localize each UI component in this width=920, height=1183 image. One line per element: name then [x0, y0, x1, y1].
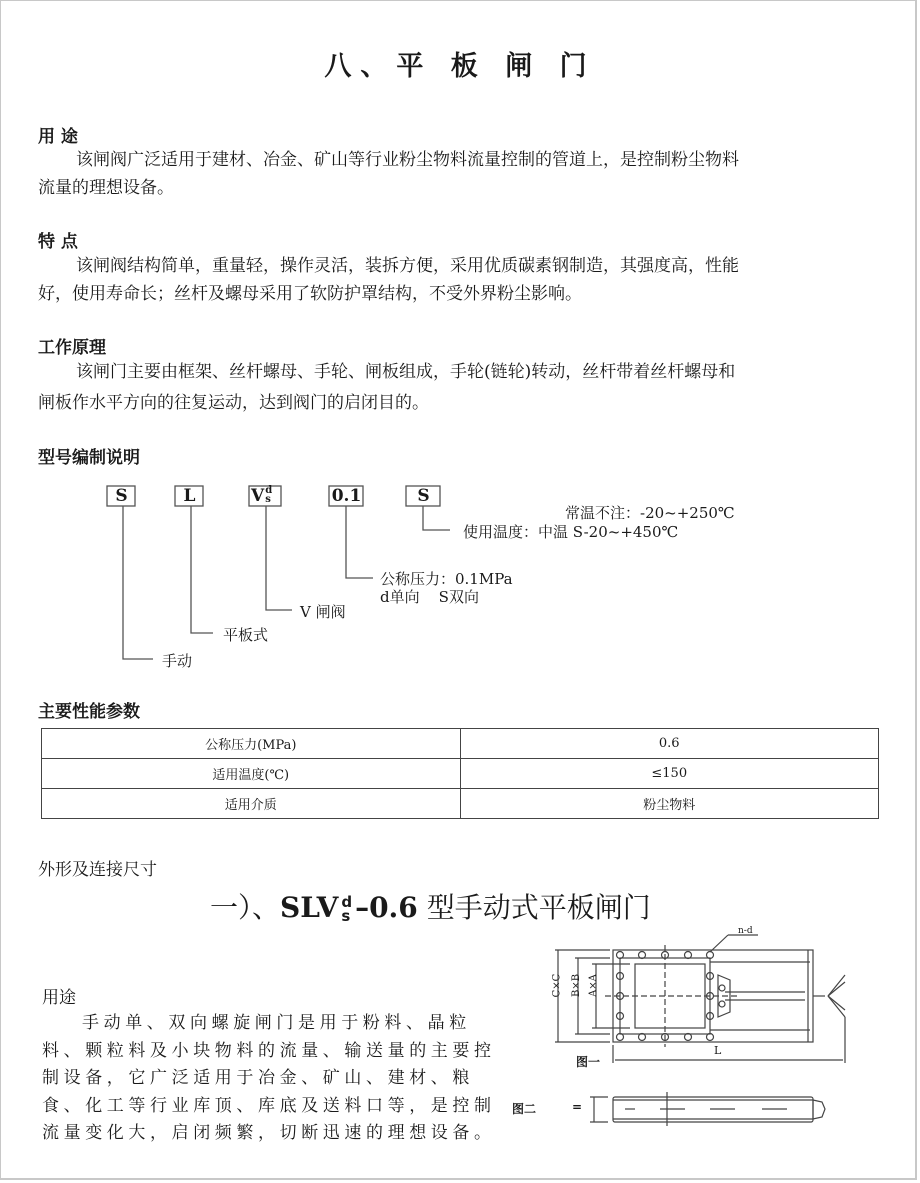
- code-box-5-text: S: [417, 486, 430, 506]
- model-sup: d: [341, 893, 353, 911]
- dimensions-heading: 外形及连接尺寸: [38, 860, 157, 880]
- param-name: 适用温度(℃): [42, 759, 461, 789]
- principle-text-line1: 该闸门主要由框架、丝杆螺母、手轮、闸板组成，手轮(链轮)转动，丝杆带着丝杆螺母和: [76, 362, 736, 382]
- params-heading: 主要性能参数: [38, 702, 140, 722]
- usage2-text: [42, 1010, 500, 1148]
- model-suffix: –0.6: [355, 891, 418, 924]
- leader-valve: [266, 506, 292, 610]
- leader-flat: [191, 506, 213, 633]
- page-title: 八、平 板 闸 门: [324, 51, 596, 82]
- code-box-3-sup: d: [265, 485, 273, 496]
- param-name: 公称压力(MPa): [42, 729, 461, 759]
- table-row: [42, 729, 879, 759]
- param-name: 适用介质: [42, 789, 461, 819]
- model-sub: s: [341, 907, 351, 925]
- dim-l: L: [714, 1044, 722, 1057]
- code-box-3-letter: V: [251, 486, 265, 506]
- dim-nd: n-d: [738, 926, 753, 936]
- temp-medium: 使用温度：中温 S-20~+450℃: [463, 523, 679, 541]
- param-value: 0.6: [460, 729, 879, 759]
- code-box-2-text: L: [183, 486, 196, 506]
- usage-text-line1: 该闸阀广泛适用于建材、冶金、矿山等行业粉尘物料流量控制的管道上，是控制粉尘物料: [76, 150, 739, 170]
- principle-text-line2: 闸板作水平方向的往复运动，达到阀门的启闭目的。: [38, 393, 429, 413]
- code-box-3-text: [251, 486, 272, 506]
- figure-1-label: 图一: [576, 1055, 601, 1069]
- usage2-heading: 用途: [42, 988, 76, 1008]
- code-box-1-text: S: [115, 486, 128, 506]
- code-box-3-sub: s: [265, 494, 271, 505]
- features-text-line1: 该闸阀结构简单，重量轻，操作灵活，装拆方便，采用优质碳素钢制造，其强度高，性能: [76, 256, 739, 276]
- model-code: SLV: [280, 891, 339, 924]
- usage-heading: 用 途: [38, 127, 78, 147]
- features-text-line2: 好，使用寿命长；丝杆及螺母采用了软防护罩结构，不受外界粉尘影响。: [38, 284, 582, 304]
- principle-heading: 工作原理: [38, 338, 106, 358]
- figure-2-label: 图二: [512, 1102, 537, 1116]
- pressure-label: 公称压力：0.1MPa: [380, 570, 513, 588]
- features-heading: 特 点: [38, 232, 78, 252]
- valve-label: V 闸阀: [300, 603, 346, 621]
- manual-label: 手动: [162, 652, 193, 670]
- code-box-4-text: 0.1: [331, 486, 362, 506]
- gate-drawing: [500, 930, 880, 1130]
- table-row: [42, 789, 879, 819]
- temp-normal: 常温不注：-20~+250℃: [565, 504, 735, 522]
- leader-temp: [423, 506, 450, 530]
- model-code-heading: 型号编制说明: [38, 448, 140, 468]
- params-table: [41, 728, 879, 819]
- leader-pressure: [346, 506, 373, 578]
- dim-bb: B×B: [571, 973, 583, 998]
- model-name: 型手动式平板闸门: [426, 891, 651, 924]
- usage2-text-body: 手动单、双向螺旋闸门是用于粉料、晶粒料、颗粒料及小块物料的流量、输送量的主要控制设备，它广泛适用于冶金、矿山、建材、粮食、化工等行业库顶、库底及送料口等，是控制流量变化大，启闭频繁，切断迅速的理想设备。: [42, 1013, 496, 1143]
- dim-cc: C×C: [551, 973, 563, 998]
- dim-h: =: [572, 1100, 583, 1114]
- table-row: [42, 759, 879, 789]
- dim-aa: A×A: [587, 974, 599, 997]
- leader-manual: [123, 506, 153, 659]
- model-prefix: 一）、: [210, 891, 281, 924]
- model-title: [210, 886, 651, 926]
- param-value: 粉尘物料: [460, 789, 879, 819]
- flat-label: 平板式: [223, 626, 269, 644]
- direction-label: d单向 S双向: [380, 588, 479, 606]
- param-value: ≤150: [460, 759, 879, 789]
- usage-text-line2: 流量的理想设备。: [38, 178, 174, 198]
